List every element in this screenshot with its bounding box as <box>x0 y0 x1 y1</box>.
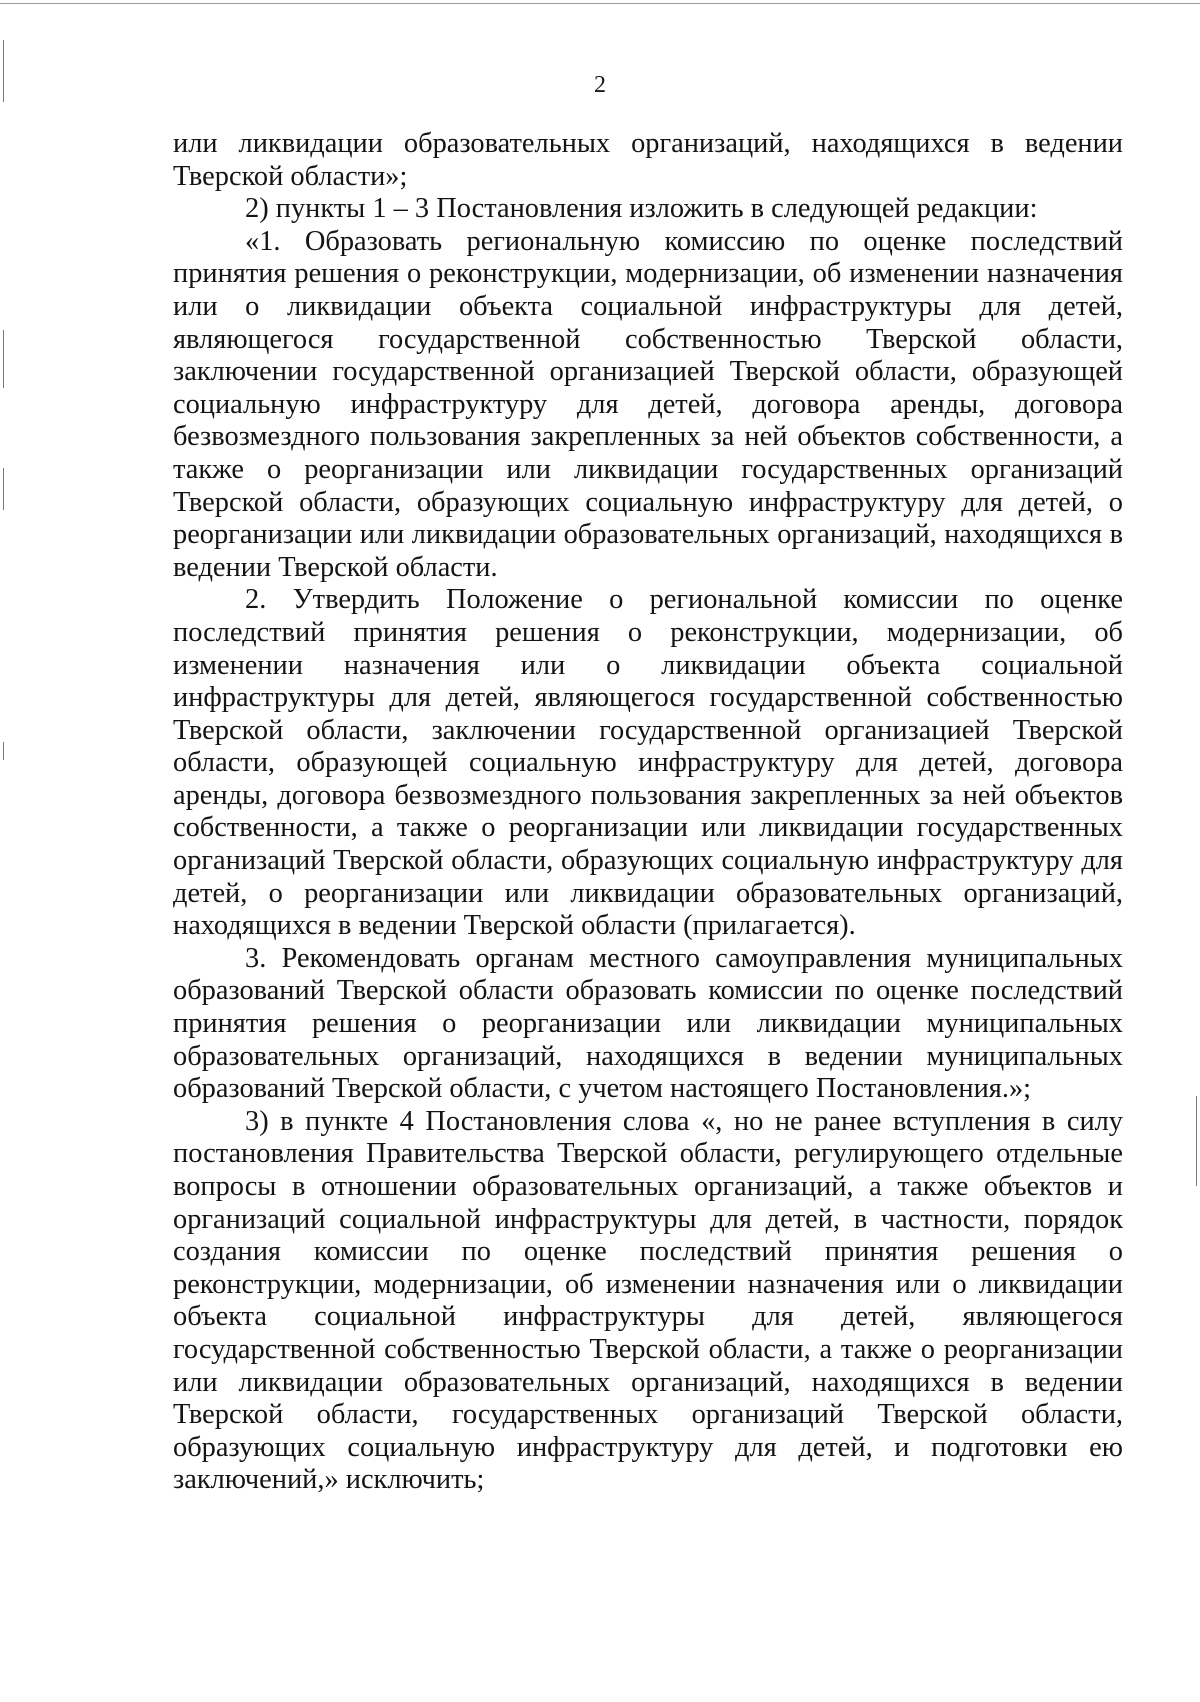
scan-edge-mark <box>3 742 4 760</box>
paragraph-clause-2: 2. Утвердить Положение о региональной комиссии по оценке последствий принятия решения о реконструкции, модернизации, об изменении назначения или о ликвидации объекта социальной инфраструктуры для детей, являющегося государственной собственностью Тверской области, заключении государственной организацией Тверской области, образующей социальную инфраструктуру для детей, договора аренды, договора безвозмездного пользования закрепленных за ней объектов собственности, а также о реорганизации или ликвидации государственных организаций Тверской области, образующих социальную инфраструктуру для детей, о реорганизации или ликвидации образовательных организаций, находящихся в ведении Тверской области (прилагается). <box>173 584 1123 942</box>
paragraph-item-2: 2) пункты 1 – 3 Постановления изложить в следующей редакции: <box>245 193 1038 225</box>
scan-top-edge <box>0 3 1200 4</box>
scan-edge-mark <box>3 468 4 510</box>
scan-edge-mark <box>3 330 4 388</box>
paragraph-item-3: 3) в пункте 4 Постановления слова «, но не ранее вступления в силу постановления Правительства Тверской области, регулирующего отдельные вопросы в отношении образовательных организаций, а также объектов и организаций социальной инфраструктуры для детей, в частности, порядок создания комиссии по оценке последствий принятия решения о реконструкции, модернизации, об изменении назначения или о ликвидации объекта социальной инфраструктуры для детей, являющегося государственной собственностью Тверской области, а также о реорганизации или ликвидации образовательных организаций, находящихся в ведении Тверской области, государственных организаций Тверской области, образующих социальную инфраструктуру для детей, и подготовки ею заключений,» исключить; <box>173 1105 1123 1496</box>
document-body <box>173 128 1123 1497</box>
paragraph-clause-1: «1. Образовать региональную комиссию по оценке последствий принятия решения о реконструкции, модернизации, об изменении назначения или о ликвидации объекта социальной инфраструктуры для детей, являющегося государственной собственностью Тверской области, заключении государственной организацией Тверской области, образующей социальную инфраструктуру для детей, договора аренды, договора безвозмездного пользования закрепленных за ней объектов собственности, а также о реорганизации или ликвидации государственных организаций Тверской области, образующих социальную инфраструктуру для детей, о реорганизации или ликвидации образовательных организаций, находящихся в ведении Тверской области. <box>173 225 1123 583</box>
page-number: 2 <box>594 72 606 98</box>
paragraph-continuation: или ликвидации образовательных организаций, находящихся в ведении Тверской области»; <box>173 128 1123 192</box>
paragraph-clause-3: 3. Рекомендовать органам местного самоуправления муниципальных образований Тверской области образовать комиссии по оценке последствий принятия решения о реорганизации или ликвидации муниципальных образовательных организаций, находящихся в ведении муниципальных образований Тверской области, с учетом настоящего Постановления.»; <box>173 942 1123 1105</box>
scan-edge-mark <box>1196 1096 1197 1186</box>
